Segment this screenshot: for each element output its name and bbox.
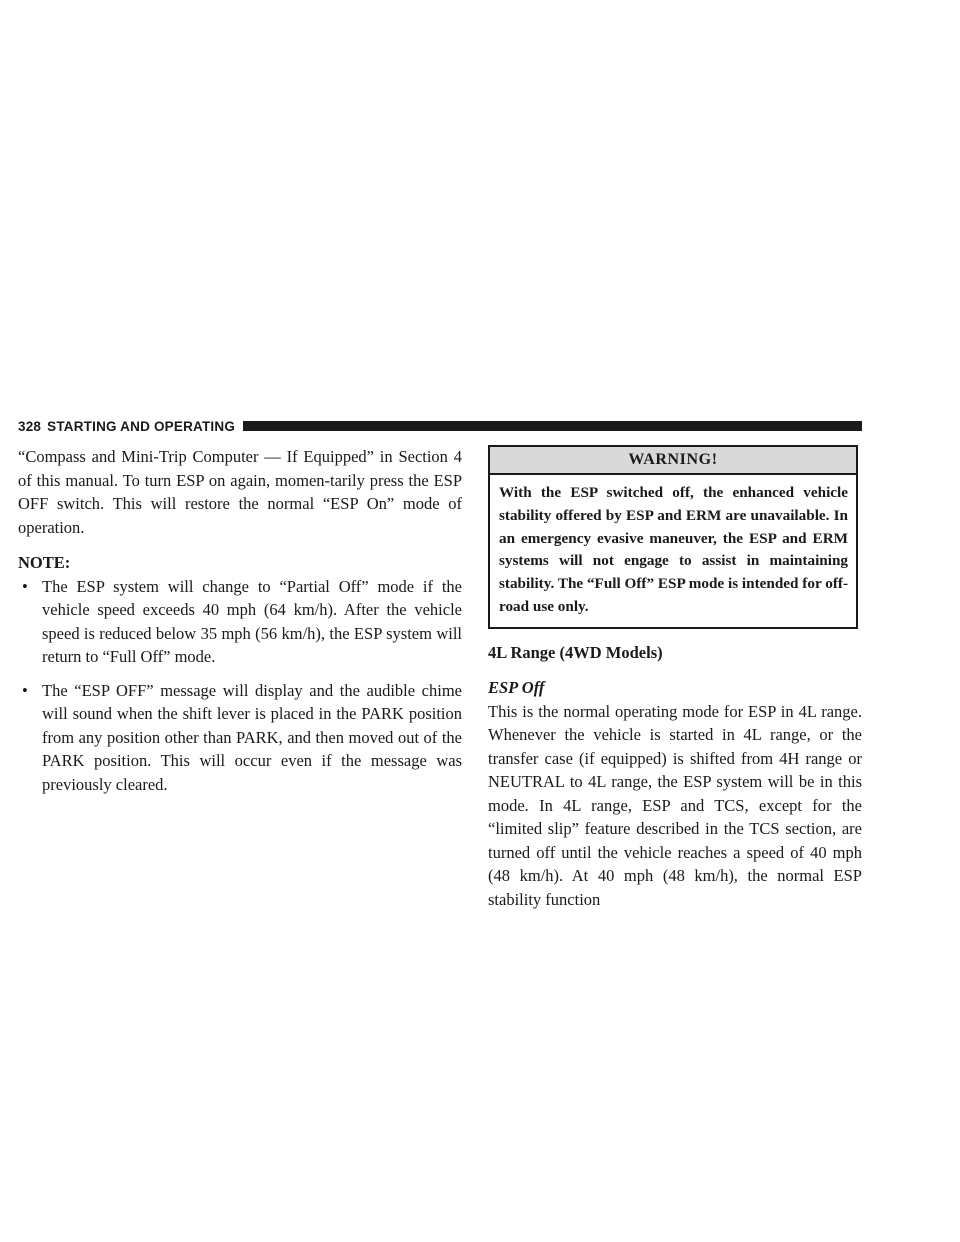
right-column bbox=[488, 445, 862, 911]
note-bullet-list bbox=[18, 575, 462, 797]
bullet-icon: • bbox=[22, 680, 28, 700]
note-label: NOTE: bbox=[18, 553, 71, 572]
header-rule bbox=[243, 421, 862, 431]
list-item bbox=[18, 679, 462, 797]
list-item bbox=[18, 575, 462, 669]
bullet-text: The “ESP OFF” message will display and the audible chime will sound when the shift lever is placed in the PARK position from any position other than PARK, and then moved out of the PARK position. This will occur even if the message was previously cleared. bbox=[42, 680, 462, 794]
warning-title: WARNING! bbox=[490, 447, 856, 475]
page-number: 328 bbox=[18, 418, 42, 434]
warning-body: With the ESP switched off, the enhanced vehicle stability offered by ESP and ERM are unavailable. In an emergency evasive maneuver, the ESP and ERM systems will not engage to assist in maintaining stability. The “Full Off” ESP mode is intended for off-road use only. bbox=[499, 484, 848, 615]
section-title: STARTING AND OPERATING bbox=[47, 418, 236, 434]
page-header bbox=[18, 418, 862, 434]
intro-paragraph: “Compass and Mini-Trip Computer — If Equipped” in Section 4 of this manual. To turn ESP on again, momen-tarily press the ESP OFF switch. This will restore the normal “ESP On” mode of operation. bbox=[18, 447, 462, 537]
left-column bbox=[18, 445, 462, 796]
bullet-text: The ESP system will change to “Partial Off” mode if the vehicle speed exceeds 40 mph (64 km/h). After the vehicle speed is reduced below 35 mph (56 km/h), the ESP system will return to “Full Off” mode. bbox=[42, 576, 462, 666]
italic-heading: ESP Off bbox=[488, 678, 545, 698]
bullet-icon: • bbox=[22, 576, 28, 596]
warning-box bbox=[488, 445, 858, 629]
section-subheading: 4L Range (4WD Models) bbox=[488, 642, 663, 662]
body-paragraph: This is the normal operating mode for ESP in 4L range. Whenever the vehicle is started in 4L range, or the transfer case (if equipped) is shifted from 4H range or NEUTRAL to 4L range, the ESP system will be in this mode. In 4L range, ESP and TCS, except for the “limited slip” feature described in the TCS section, are turned off until the vehicle reaches a speed of 40 mph (48 km/h). At 40 mph (48 km/h), the normal ESP stability function bbox=[488, 701, 862, 909]
